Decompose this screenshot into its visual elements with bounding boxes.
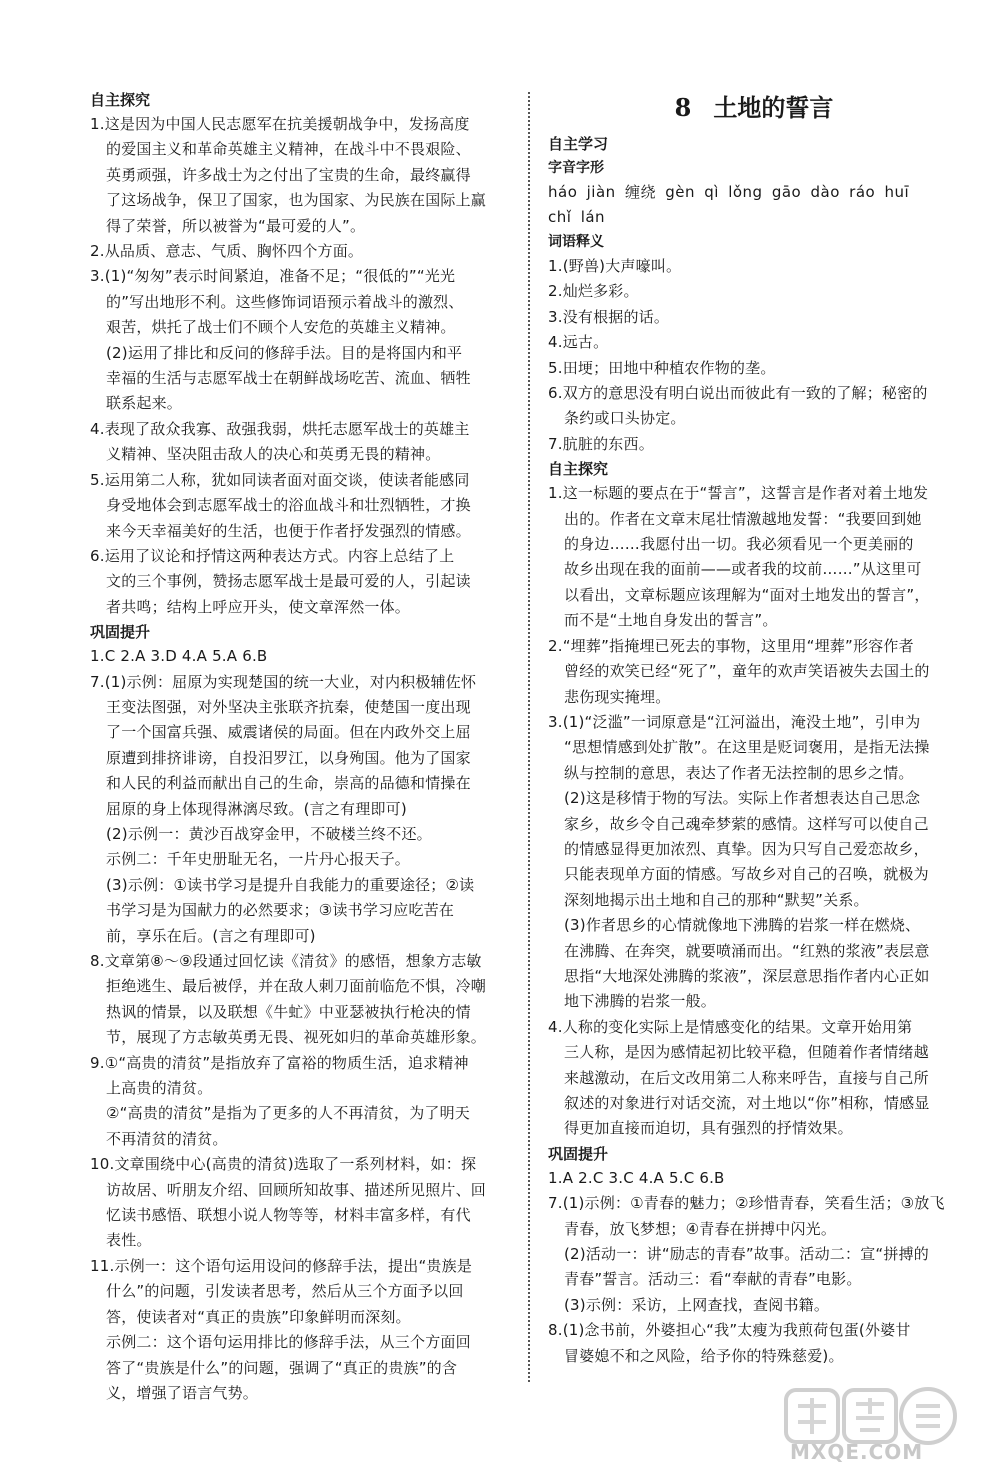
answer-line: 答，使读者对“真正的贵族”印象鲜明而深刻。: [106, 1307, 411, 1326]
answer-line: 拒绝逃生、最后被俘，并在敌人刺刀面前临危不惧，冷嘲: [106, 977, 487, 996]
answer-line: 深刻地揭示出土地和自己的那种“默契”关系。: [564, 890, 869, 909]
answer-line: 了一个国富兵强、威震诸侯的局面。但在内政外交上屈: [106, 723, 471, 742]
left-column: [90, 88, 510, 1406]
answer-line: 以看出，文章标题应该理解为“面对土地发出的誓言”，: [564, 585, 930, 604]
answer-line: 答了“贵族是什么”的问题，强调了“真正的贵族”的含: [106, 1358, 458, 1377]
answer-line: 三人称，是因为感情起初比较平稳，但随着作者情绪越: [564, 1043, 929, 1062]
answer-line: 的身边……我愿付出一切。我必须看见一个更美丽的: [564, 535, 914, 554]
answer-line: 什么”的问题，引发读者思考，然后从三个方面予以回: [106, 1282, 464, 1301]
answer-line: 义，增强了语言气势。: [106, 1383, 259, 1402]
answer-line: (3)示例：采访，上网查找，查阅书籍。: [564, 1295, 830, 1314]
answer-line: 的”写出地形不利。这些修饰词语预示着战斗的激烈、: [106, 292, 464, 311]
answer-line: 在沸腾、在奔突，就要喷涌而出。“红熟的浆液”表层意: [564, 941, 930, 960]
section-heading: 自主学习: [548, 135, 609, 153]
answer-line: 的爱国主义和革命英雄主义精神，在战斗中不畏艰险、: [106, 140, 471, 159]
answer-line: (3)作者思乡的心情就像地下沸腾的岩浆一样在燃烧、: [564, 916, 921, 935]
answer-line: 表性。: [106, 1231, 152, 1250]
vocab-line: 7.肮脏的东西。: [548, 434, 654, 453]
answer-line: 叙述的对象进行对话交流，对土地以“你”相称，情感显: [564, 1094, 930, 1112]
pinyin-line: háo jiàn 缠绕 gèn qì lǒng gāo dào ráo huī: [548, 183, 910, 201]
answer-line: 身受地体会到志愿军战士的浴血战斗和壮烈牺牲，才换: [106, 496, 471, 515]
answer-line: 3.(1)“泛滥”一词原意是“江河溢出，淹没土地”，引申为: [548, 712, 921, 731]
answer-line: (2)示例一：黄沙百战穿金甲，不破楼兰终不还。: [106, 824, 432, 843]
answer-block: [90, 468, 510, 544]
chapter-name: 土地的誓言: [713, 93, 834, 122]
subsection-heading: 字音字形: [548, 160, 604, 176]
answer-line: 8.文章第⑧～⑨段通过回忆读《清贫》的感悟，想象方志敏: [90, 952, 482, 970]
answer-block: [548, 1191, 960, 1318]
answer-block: [90, 949, 510, 1051]
answer-block: [90, 112, 510, 239]
answer-block: [90, 417, 510, 468]
answer-line: 原遭到排挤诽谤，自投汨罗江，以身殉国。他为了国家: [106, 748, 471, 767]
answer-line: 王变法图强，对外坚决主张联齐抗秦，使楚国一度出现: [106, 697, 471, 716]
answer-block: [90, 1254, 510, 1406]
answer-block: [548, 710, 960, 1015]
vocab-line: 5.田埂；田地中种植农作物的垄。: [548, 358, 776, 377]
answer-line: 思指“大地深处沸腾的浆液”，深层意思指作者内心正如: [564, 966, 930, 985]
answer-line: 3.(1)“匆匆”表示时间紧迫，准备不足；“很低的”“光光: [90, 267, 456, 286]
vocab-line: 2.灿烂多彩。: [548, 282, 639, 301]
answer-line: (2)这是移情于物的写法。实际上作者想表达自己思念: [564, 789, 921, 808]
answer-line: 9.①“高贵的清贫”是指放弃了富裕的物质生活，追求精神: [90, 1053, 469, 1072]
answer-line: 屈原的身上体现得淋漓尽致。(言之有理即可): [106, 799, 407, 818]
answer-line: 上高贵的清贫。: [106, 1079, 213, 1098]
answer-line: (2)活动一：讲“励志的青春”故事。活动二：宣“拼搏的: [564, 1245, 929, 1264]
answer-line: (3)示例：①读书学习是提升自我能力的重要途径；②读: [106, 875, 475, 894]
answer-line: 文的三个事例，赞扬志愿军战士是最可爱的人，引起读: [106, 572, 471, 591]
vocab-line: 1.(野兽)大声嚎叫。: [548, 257, 682, 275]
answer-line: 2.从品质、意志、气质、胸怀四个方面。: [90, 242, 364, 261]
answer-line: 11.示例一：这个语句运用设问的修辞手法，提出“贵族是: [90, 1256, 473, 1275]
answer-line: 青春，放飞梦想；④青春在拼搏中闪光。: [564, 1219, 837, 1238]
answer-line: 4.表现了敌众我寡、敌强我弱，烘托志愿军战士的英雄主: [90, 419, 470, 438]
answer-line: 了这场战争，保卫了国家，也为国家、为民族在国际上赢: [106, 191, 487, 210]
answer-line: 前，享乐在后。(言之有理即可): [106, 926, 316, 945]
answer-line: 4.人称的变化实际上是情感变化的结果。文章开始用第: [548, 1017, 913, 1036]
answer-line: 得了荣誉，所以被誉为“最可爱的人”。: [106, 216, 366, 235]
answer-line: 6.运用了议论和抒情这两种表达方式。内容上总结了上: [90, 546, 455, 565]
right-column: [548, 88, 960, 1369]
answer-block: [90, 1051, 510, 1153]
answer-line: 2.“埋葬”指掩埋已死去的事物，这里用“埋葬”形容作者: [548, 636, 914, 655]
vocab-line: 3.没有根据的话。: [548, 307, 670, 326]
answer-block: [90, 544, 510, 620]
answer-line: 1.这是因为中国人民志愿军在抗美援朝战争中，发扬高度: [90, 115, 470, 133]
answer-line: 地下沸腾的岩浆一般。: [564, 992, 717, 1011]
answer-line: 7.(1)示例：屈原为实现楚国的统一大业，对内积极辅佐怀: [90, 672, 477, 691]
answer-line: 者共鸣；结构上呼应开头，使文章浑然一体。: [106, 597, 411, 616]
answer-block: [90, 1152, 510, 1254]
answer-line: 家乡，故乡令自己魂牵梦萦的感情。这样写可以使自己: [564, 814, 929, 833]
pinyin-line: chǐ lán: [548, 208, 606, 226]
answer-line: 义精神、坚决阻击敌人的决心和英勇无畏的精神。: [106, 445, 441, 464]
section-heading: 自主探究: [90, 91, 151, 109]
chapter-number: 8: [674, 93, 692, 122]
subsection-heading: 词语释义: [548, 234, 604, 250]
answer-line: 5.运用第二人称，犹如同读者面对面交谈，使读者能感同: [90, 470, 470, 489]
answer-line: 访故居、听朋友介绍、回顾所知故事、描述所见照片、回: [106, 1180, 487, 1199]
answer-line: 不再清贫的清贫。: [106, 1129, 228, 1148]
answer-line: 10.文章围绕中心(高贵的清贫)选取了一系列材料，如：探: [90, 1155, 477, 1174]
answer-block: [548, 481, 960, 633]
answer-block: [548, 1015, 960, 1142]
answer-line: ②“高贵的清贫”是指为了更多的人不再清贫，为了明天: [106, 1104, 470, 1123]
watermark-text: MXQE.COM: [790, 1440, 924, 1464]
answer-line: 7.(1)示例：①青春的魅力；②珍惜青春，笑看生活；③放飞: [548, 1194, 945, 1213]
answer-line: 英勇顽强，许多战士为之付出了宝贵的生命，最终赢得: [106, 165, 471, 184]
section-heading: 自主探究: [548, 460, 609, 479]
column-divider: [528, 92, 530, 1382]
answer-line: 故乡出现在我的面前——或者我的坟前……”从这里可: [564, 560, 922, 579]
answer-line: 节，展现了方志敏英勇无畏、视死如归的革命英雄形象。: [106, 1028, 487, 1047]
answer-line: 示例二：千年史册耻无名，一片丹心报天子。: [106, 850, 411, 869]
section-heading: 巩固提升: [90, 623, 151, 642]
answer-line: 和人民的利益而献出自己的生命，崇高的品德和情操在: [106, 774, 471, 793]
answer-line: 出的。作者在文章末尾壮情激越地发誓：“我要回到她: [564, 509, 922, 528]
multiple-choice-answers: 1.C 2.A 3.D 4.A 5.A 6.B: [90, 647, 268, 666]
answer-line: 的情感显得更加浓烈、真挚。因为只写自己爱恋故乡，: [564, 839, 929, 858]
answer-block: [90, 670, 510, 949]
answer-line: 艰苦，烘托了战士们不顾个人安危的英雄主义精神。: [106, 318, 456, 337]
answer-block: [548, 634, 960, 710]
answer-block: [90, 264, 510, 416]
answer-line: 8.(1)念书前，外婆担心“我”太瘦为我煎荷包蛋(外婆甘: [548, 1321, 911, 1340]
answer-line: 得更加直接而迫切，具有强烈的抒情效果。: [564, 1119, 853, 1138]
answer-line: 联系起来。: [106, 394, 183, 413]
answer-line: 1.这一标题的要点在于“誓言”，这誓言是作者对着土地发: [548, 484, 929, 503]
answer-line: 而不是“土地自身发出的誓言”。: [564, 611, 778, 630]
answer-line: 示例二：这个语句运用排比的修辞手法，从三个方面回: [106, 1333, 471, 1352]
vocab-line: 4.远古。: [548, 333, 609, 352]
answer-block: [548, 1318, 960, 1369]
answer-line: 来今天幸福美好的生活，也便于作者抒发强烈的情感。: [106, 521, 471, 540]
answer-line: 忆读书感悟、联想小说人物等等，材料丰富多样，有代: [106, 1206, 471, 1225]
vocab-line: 条约或口头协定。: [564, 409, 686, 428]
answer-line: (2)运用了排比和反问的修辞手法。目的是将国内和平: [106, 343, 463, 362]
chapter-title: [548, 88, 960, 128]
answer-line: 来越激动，在后文改用第二人称来呼告，直接与自己所: [564, 1068, 929, 1087]
answer-line: 冒婆媳不和之风险，给予你的特殊慈爱)。: [564, 1346, 844, 1365]
answer-line: 青春”誓言。活动三：看“奉献的青春”电影。: [564, 1270, 862, 1289]
section-heading: 巩固提升: [548, 1144, 609, 1163]
answer-line: 纵与控制的意思，表达了作者无法控制的思乡之情。: [564, 763, 914, 782]
answer-line: 只能表现单方面的情感。写故乡对自己的召唤，就极为: [564, 865, 929, 884]
answer-line: 热讽的情景，以及联想《牛虻》中亚瑟被执行枪决的情: [106, 1002, 471, 1021]
multiple-choice-answers: 1.A 2.C 3.C 4.A 5.C 6.B: [548, 1168, 725, 1187]
vocab-line: 6.双方的意思没有明白说出而彼此有一致的了解；秘密的: [548, 384, 928, 403]
answer-line: 书学习是为国献力的必然要求；③读书学习应吃苦在: [106, 901, 455, 920]
answer-line: 幸福的生活与志愿军战士在朝鲜战场吃苦、流血、牺牲: [106, 369, 471, 388]
answer-line: 悲伤现实掩埋。: [564, 687, 671, 706]
answer-line: “思想情感到处扩散”。在这里是贬词褒用，是指无法操: [564, 738, 930, 757]
answer-line: 曾经的欢笑已经“死了”，童年的欢声笑语被失去国土的: [564, 662, 930, 681]
